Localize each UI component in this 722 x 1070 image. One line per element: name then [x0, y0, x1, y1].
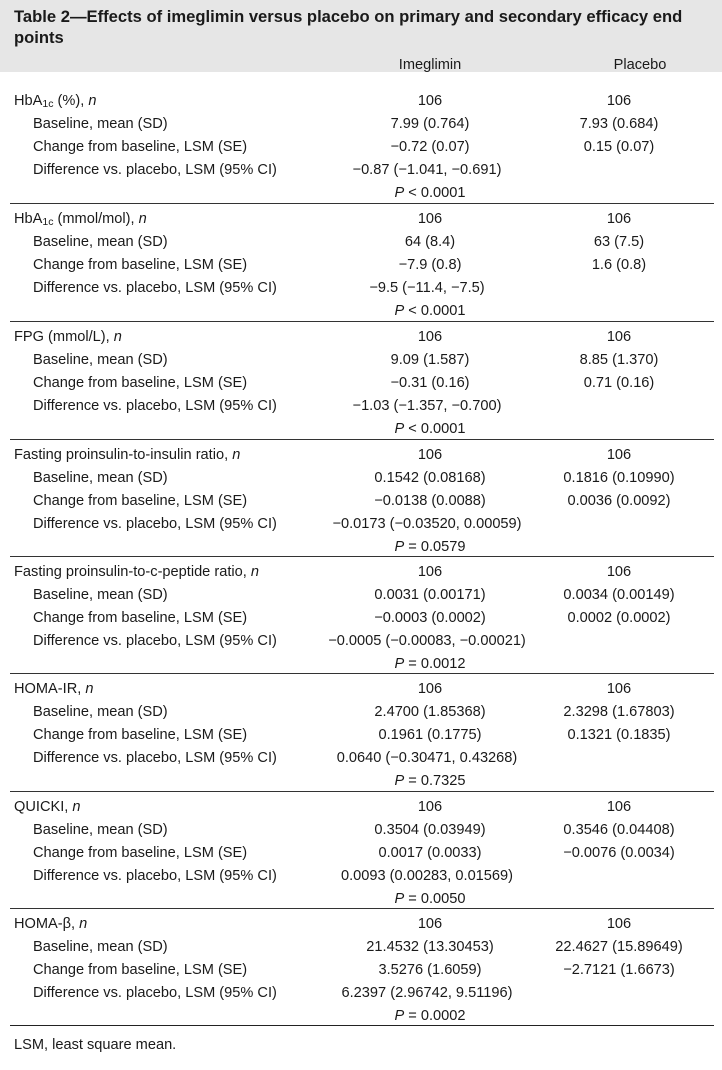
table-row-difference: [0, 982, 722, 1005]
imeglimin-difference-cell: 0.0640 (−0.30471, 0.43268): [336, 750, 518, 766]
imeglimin-n-cell: 106: [417, 916, 443, 932]
table-section: [0, 678, 722, 793]
table-row-pvalue: [0, 418, 722, 441]
measure-label: HbA$_{1c}$ (mmol/mol), n: [14, 211, 147, 228]
imeglimin-baseline-cell: 0.3504 (0.03949): [374, 822, 486, 838]
placebo-n-cell: 106: [606, 93, 632, 109]
imeglimin-baseline-cell: 64 (8.4): [404, 234, 456, 250]
placebo-change-cell: 0.71 (0.16): [583, 375, 655, 391]
row-label-baseline: Baseline, mean (SD): [33, 234, 168, 250]
row-label-difference: Difference vs. placebo, LSM (95% CI): [33, 868, 277, 884]
placebo-n-cell: 106: [606, 329, 632, 345]
placebo-n-cell: 106: [606, 447, 632, 463]
table-section: [0, 326, 722, 441]
section-divider: [10, 439, 714, 440]
imeglimin-baseline-cell: 2.4700 (1.85368): [374, 704, 486, 720]
placebo-n-cell: 106: [606, 564, 632, 580]
section-divider: [10, 791, 714, 792]
section-divider: [10, 673, 714, 674]
column-header-placebo: Placebo: [613, 57, 667, 73]
section-divider: [10, 203, 714, 204]
table-row-n: [0, 678, 722, 701]
row-label-baseline: Baseline, mean (SD): [33, 939, 168, 955]
table-row-baseline: [0, 113, 722, 136]
imeglimin-change-cell: 0.1961 (0.1775): [378, 727, 482, 743]
table-row-baseline: [0, 231, 722, 254]
p-value-cell: P = 0.0012: [394, 656, 466, 672]
table-row-difference: [0, 513, 722, 536]
table-section: [0, 561, 722, 676]
imeglimin-difference-cell: −0.0005 (−0.00083, −0.00021): [328, 633, 526, 649]
imeglimin-n-cell: 106: [417, 447, 443, 463]
placebo-baseline-cell: 22.4627 (15.89649): [555, 939, 683, 955]
p-value-cell: P = 0.0579: [394, 539, 466, 555]
section-divider: [10, 556, 714, 557]
imeglimin-baseline-cell: 0.0031 (0.00171): [374, 587, 486, 603]
row-label-baseline: Baseline, mean (SD): [33, 704, 168, 720]
placebo-baseline-cell: 0.1816 (0.10990): [563, 470, 675, 486]
row-label-difference: Difference vs. placebo, LSM (95% CI): [33, 516, 277, 532]
placebo-change-cell: 1.6 (0.8): [591, 257, 647, 273]
row-label-difference: Difference vs. placebo, LSM (95% CI): [33, 985, 277, 1001]
imeglimin-difference-cell: 0.0093 (0.00283, 0.01569): [340, 868, 514, 884]
table-section: [0, 913, 722, 1028]
placebo-baseline-cell: 7.93 (0.684): [579, 116, 659, 132]
row-label-baseline: Baseline, mean (SD): [33, 470, 168, 486]
placebo-n-cell: 106: [606, 799, 632, 815]
imeglimin-difference-cell: −9.5 (−11.4, −7.5): [369, 280, 485, 296]
placebo-change-cell: −0.0076 (0.0034): [563, 845, 675, 861]
row-label-change: Change from baseline, LSM (SE): [33, 139, 248, 155]
placebo-change-cell: −2.7121 (1.6673): [563, 962, 675, 978]
imeglimin-n-cell: 106: [417, 211, 443, 227]
row-label-difference: Difference vs. placebo, LSM (95% CI): [33, 162, 277, 178]
row-label-change: Change from baseline, LSM (SE): [33, 727, 248, 743]
p-value-cell: P = 0.0050: [394, 891, 466, 907]
imeglimin-difference-cell: −1.03 (−1.357, −0.700): [352, 398, 502, 414]
placebo-baseline-cell: 63 (7.5): [593, 234, 645, 250]
row-label-baseline: Baseline, mean (SD): [33, 116, 168, 132]
table-section: [0, 444, 722, 559]
table-row-difference: [0, 865, 722, 888]
p-value-cell: P = 0.0002: [394, 1008, 466, 1024]
row-label-baseline: Baseline, mean (SD): [33, 587, 168, 603]
imeglimin-baseline-cell: 0.1542 (0.08168): [374, 470, 486, 486]
table-header: [0, 0, 722, 72]
imeglimin-change-cell: −0.0138 (0.0088): [374, 493, 486, 509]
table-footnote: LSM, least square mean.: [14, 1037, 177, 1053]
table-row-change: [0, 724, 722, 747]
imeglimin-n-cell: 106: [417, 799, 443, 815]
table-row-pvalue: [0, 182, 722, 205]
section-divider: [10, 321, 714, 322]
measure-label: QUICKI, n: [14, 799, 81, 815]
imeglimin-difference-cell: −0.0173 (−0.03520, 0.00059): [332, 516, 522, 532]
row-label-difference: Difference vs. placebo, LSM (95% CI): [33, 398, 277, 414]
placebo-baseline-cell: 2.3298 (1.67803): [563, 704, 675, 720]
measure-label: HOMA-IR, n: [14, 681, 94, 697]
table-row-baseline: [0, 467, 722, 490]
row-label-change: Change from baseline, LSM (SE): [33, 845, 248, 861]
row-label-difference: Difference vs. placebo, LSM (95% CI): [33, 633, 277, 649]
measure-label: Fasting proinsulin-to-c-peptide ratio, n: [14, 564, 259, 580]
row-label-baseline: Baseline, mean (SD): [33, 822, 168, 838]
table-bottom-rule: [10, 1025, 714, 1026]
measure-label: FPG (mmol/L), n: [14, 329, 122, 345]
imeglimin-baseline-cell: 7.99 (0.764): [390, 116, 470, 132]
placebo-change-cell: 0.15 (0.07): [583, 139, 655, 155]
placebo-baseline-cell: 0.3546 (0.04408): [563, 822, 675, 838]
table-row-change: [0, 490, 722, 513]
table-title: Table 2—Effects of imeglimin versus placebo on primary and secondary efficacy end points: [14, 7, 683, 47]
p-value-cell: P < 0.0001: [394, 421, 466, 437]
table-row-change: [0, 254, 722, 277]
p-value-cell: P < 0.0001: [394, 303, 466, 319]
table-row-change: [0, 372, 722, 395]
imeglimin-baseline-cell: 21.4532 (13.30453): [366, 939, 494, 955]
table-row-change: [0, 842, 722, 865]
imeglimin-baseline-cell: 9.09 (1.587): [390, 352, 470, 368]
table-row-n: [0, 90, 722, 113]
table-row-n: [0, 444, 722, 467]
table-row-baseline: [0, 936, 722, 959]
table-row-difference: [0, 747, 722, 770]
placebo-n-cell: 106: [606, 211, 632, 227]
table-row-pvalue: [0, 300, 722, 323]
table-row-change: [0, 607, 722, 630]
imeglimin-n-cell: 106: [417, 329, 443, 345]
table-row-difference: [0, 159, 722, 182]
table-row-baseline: [0, 701, 722, 724]
imeglimin-change-cell: −0.31 (0.16): [390, 375, 470, 391]
table-row-difference: [0, 277, 722, 300]
placebo-n-cell: 106: [606, 681, 632, 697]
measure-label: HOMA-β, n: [14, 916, 88, 932]
table-row-difference: [0, 395, 722, 418]
imeglimin-n-cell: 106: [417, 681, 443, 697]
table-row-baseline: [0, 584, 722, 607]
table-row-baseline: [0, 349, 722, 372]
table-section: [0, 796, 722, 911]
imeglimin-change-cell: −7.9 (0.8): [398, 257, 462, 273]
row-label-difference: Difference vs. placebo, LSM (95% CI): [33, 280, 277, 296]
imeglimin-n-cell: 106: [417, 564, 443, 580]
row-label-baseline: Baseline, mean (SD): [33, 352, 168, 368]
table-row-change: [0, 136, 722, 159]
table-row-n: [0, 796, 722, 819]
table-section: [0, 208, 722, 323]
row-label-change: Change from baseline, LSM (SE): [33, 610, 248, 626]
table-row-n: [0, 208, 722, 231]
row-label-change: Change from baseline, LSM (SE): [33, 375, 248, 391]
imeglimin-difference-cell: 6.2397 (2.96742, 9.51196): [341, 985, 513, 1001]
placebo-change-cell: 0.0002 (0.0002): [567, 610, 671, 626]
table-row-n: [0, 913, 722, 936]
table-row-n: [0, 561, 722, 584]
imeglimin-change-cell: 0.0017 (0.0033): [378, 845, 482, 861]
column-headers: [0, 57, 722, 77]
table-row-baseline: [0, 819, 722, 842]
imeglimin-change-cell: −0.72 (0.07): [390, 139, 470, 155]
placebo-baseline-cell: 0.0034 (0.00149): [563, 587, 675, 603]
placebo-change-cell: 0.1321 (0.1835): [567, 727, 671, 743]
measure-label: HbA$_{1c}$ (%), n: [14, 93, 97, 110]
imeglimin-difference-cell: −0.87 (−1.041, −0.691): [352, 162, 502, 178]
imeglimin-n-cell: 106: [417, 93, 443, 109]
column-header-imeglimin: Imeglimin: [398, 57, 462, 73]
measure-label: Fasting proinsulin-to-insulin ratio, n: [14, 447, 241, 463]
table-row-change: [0, 959, 722, 982]
placebo-change-cell: 0.0036 (0.0092): [567, 493, 671, 509]
placebo-n-cell: 106: [606, 916, 632, 932]
p-value-cell: P = 0.7325: [394, 773, 466, 789]
placebo-baseline-cell: 8.85 (1.370): [579, 352, 659, 368]
row-label-change: Change from baseline, LSM (SE): [33, 962, 248, 978]
table-section: [0, 90, 722, 205]
row-label-change: Change from baseline, LSM (SE): [33, 257, 248, 273]
table-row-difference: [0, 630, 722, 653]
section-divider: [10, 908, 714, 909]
imeglimin-change-cell: 3.5276 (1.6059): [378, 962, 482, 978]
p-value-cell: P < 0.0001: [394, 185, 466, 201]
imeglimin-change-cell: −0.0003 (0.0002): [374, 610, 486, 626]
table-row-pvalue: [0, 770, 722, 793]
table-row-n: [0, 326, 722, 349]
row-label-difference: Difference vs. placebo, LSM (95% CI): [33, 750, 277, 766]
row-label-change: Change from baseline, LSM (SE): [33, 493, 248, 509]
